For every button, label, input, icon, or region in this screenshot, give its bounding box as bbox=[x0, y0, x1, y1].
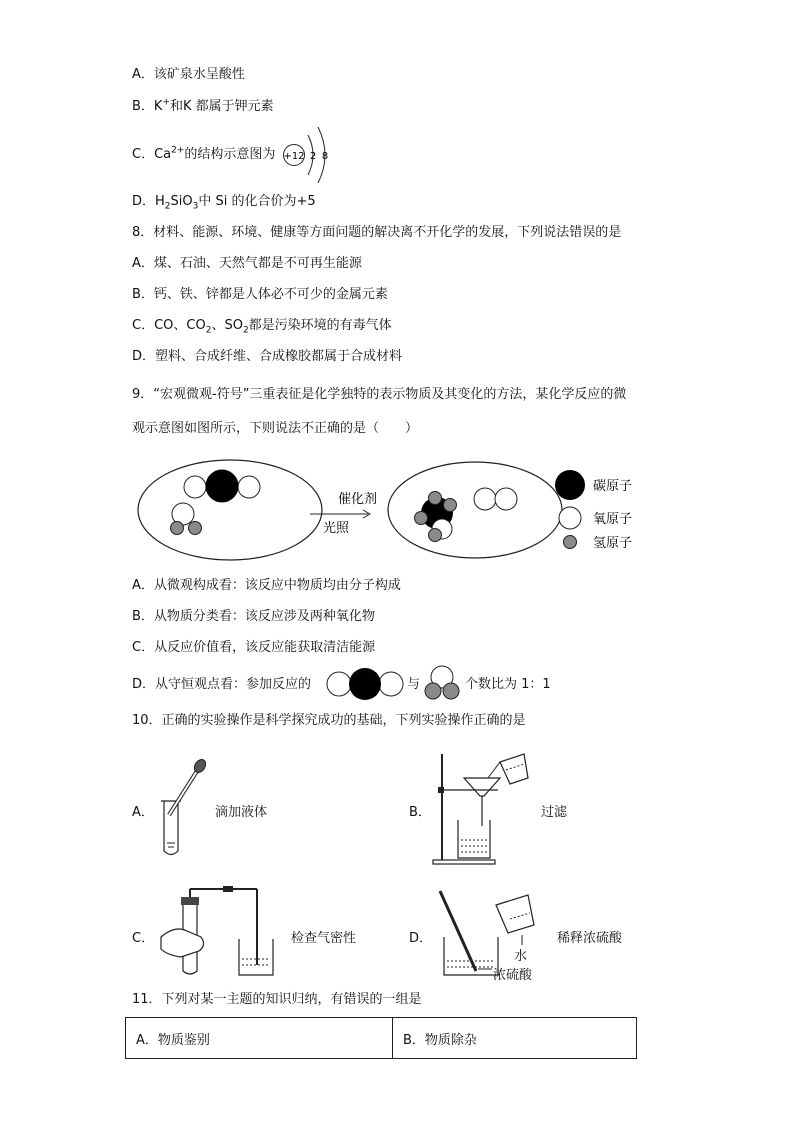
q10-option-d-letter: D． bbox=[409, 931, 433, 946]
atom-structure-diagram bbox=[280, 122, 340, 184]
q9-option-d-and: 与 bbox=[407, 677, 421, 692]
q7-option-a: A．该矿泉水呈酸性 bbox=[132, 67, 245, 82]
hydrogen-atom bbox=[415, 512, 428, 525]
q9-option-b: B．从物质分类看：该反应涉及两种氧化物 bbox=[132, 609, 375, 624]
q7-option-d: D．$H_2SiO_3$中 Si 的化合价为+5 bbox=[132, 194, 316, 212]
q9-stem-line1: 9．“宏观微观-符号”三重表征是化学独特的表示物质及其变化的方法，某化学反应的微 bbox=[132, 387, 627, 402]
q10-option-b-label: 过滤 bbox=[541, 805, 568, 820]
q9-stem-line2: 观示意图如图所示，下则说法不正确的是（ ） bbox=[132, 421, 419, 436]
legend-carbon-icon bbox=[555, 470, 585, 500]
legend-hydrogen-icon bbox=[564, 536, 577, 549]
q9-option-d-text: D．从守恒观点看：参加反应的 bbox=[132, 677, 312, 692]
arrow-condition-bottom: 光照 bbox=[323, 521, 350, 536]
q10-stem: 10．正确的实验操作是科学探究成功的基础，下列实验操作正确的是 bbox=[132, 713, 526, 728]
q11-table bbox=[125, 1017, 637, 1059]
hydrogen-atom bbox=[189, 522, 202, 535]
q8-option-c: C．CO、$CO_2$、$SO_2$都是污染环境的有毒气体 bbox=[132, 318, 392, 336]
legend-hydrogen-label: 氢原子 bbox=[593, 536, 633, 551]
hydrogen-atom bbox=[429, 529, 442, 542]
legend-oxygen-label: 氧原子 bbox=[593, 512, 633, 527]
q10-option-d-label: 稀释浓硫酸 bbox=[557, 931, 623, 946]
q8-stem: 8．材料、能源、环境、健康等方面问题的解决离不开化学的发展，下列说法错误的是 bbox=[132, 225, 622, 240]
legend-oxygen-icon bbox=[559, 507, 581, 529]
hydrogen-atom bbox=[429, 492, 442, 505]
oxygen-atom bbox=[184, 476, 206, 498]
hydrogen-atom bbox=[171, 522, 184, 535]
airtightness-diagram bbox=[155, 885, 285, 980]
q8-option-b: B．钙、铁、锌都是人体必不可少的金属元素 bbox=[132, 287, 388, 302]
q10-option-d-acid: 浓硫酸 bbox=[493, 968, 533, 983]
q7-option-b: B．K+和K 都属于钾元素 bbox=[132, 97, 274, 114]
carbon-atom bbox=[206, 470, 238, 502]
legend-carbon-label: 碳原子 bbox=[593, 479, 633, 494]
q10-option-c-letter: C． bbox=[132, 931, 155, 946]
arrow-condition-top: 催化剂 bbox=[338, 492, 378, 507]
hydrogen-atom bbox=[444, 499, 457, 512]
table-row bbox=[126, 1018, 637, 1059]
shell-1-electrons: 2 bbox=[309, 151, 317, 162]
q9-option-a: A．从微观构成看：该反应中物质均由分子构成 bbox=[132, 578, 401, 593]
q10-option-a-letter: A． bbox=[132, 805, 154, 820]
filtration-diagram bbox=[430, 750, 540, 870]
q8-option-a: A．煤、石油、天然气都是不可再生能源 bbox=[132, 256, 362, 271]
q10-option-b-letter: B． bbox=[409, 805, 431, 820]
reaction-diagram bbox=[130, 455, 650, 567]
table-cell-b: B．物质除杂 bbox=[393, 1018, 637, 1059]
co2-molecule-icon bbox=[325, 666, 405, 702]
q8-option-d: D．塑料、合成纤维、合成橡胶都属于合成材料 bbox=[132, 349, 403, 364]
q7-option-c: C．$Ca^{2+}$的结构示意图为 bbox=[132, 145, 276, 162]
table-cell-a: A．物质鉴别 bbox=[126, 1018, 393, 1059]
q10-option-c-label: 检查气密性 bbox=[291, 931, 357, 946]
dropper-diagram bbox=[155, 755, 215, 865]
q10-option-a-label: 滴加液体 bbox=[215, 805, 268, 820]
nucleus-charge: +12 bbox=[283, 151, 305, 162]
oxygen-atom bbox=[474, 488, 496, 510]
products-ellipse bbox=[388, 462, 562, 558]
oxygen-atom bbox=[238, 476, 260, 498]
q11-stem: 11．下列对某一主题的知识归纳，有错误的一组是 bbox=[132, 992, 422, 1007]
shell-2-electrons: 8 bbox=[321, 151, 329, 162]
oxygen-atom bbox=[495, 488, 517, 510]
water-molecule-icon bbox=[422, 663, 462, 701]
q10-option-d-water: 水 bbox=[514, 949, 528, 964]
q9-option-c: C．从反应价值看，该反应能获取清洁能源 bbox=[132, 640, 376, 655]
q9-option-d-ratio: 个数比为 1：1 bbox=[465, 677, 551, 692]
